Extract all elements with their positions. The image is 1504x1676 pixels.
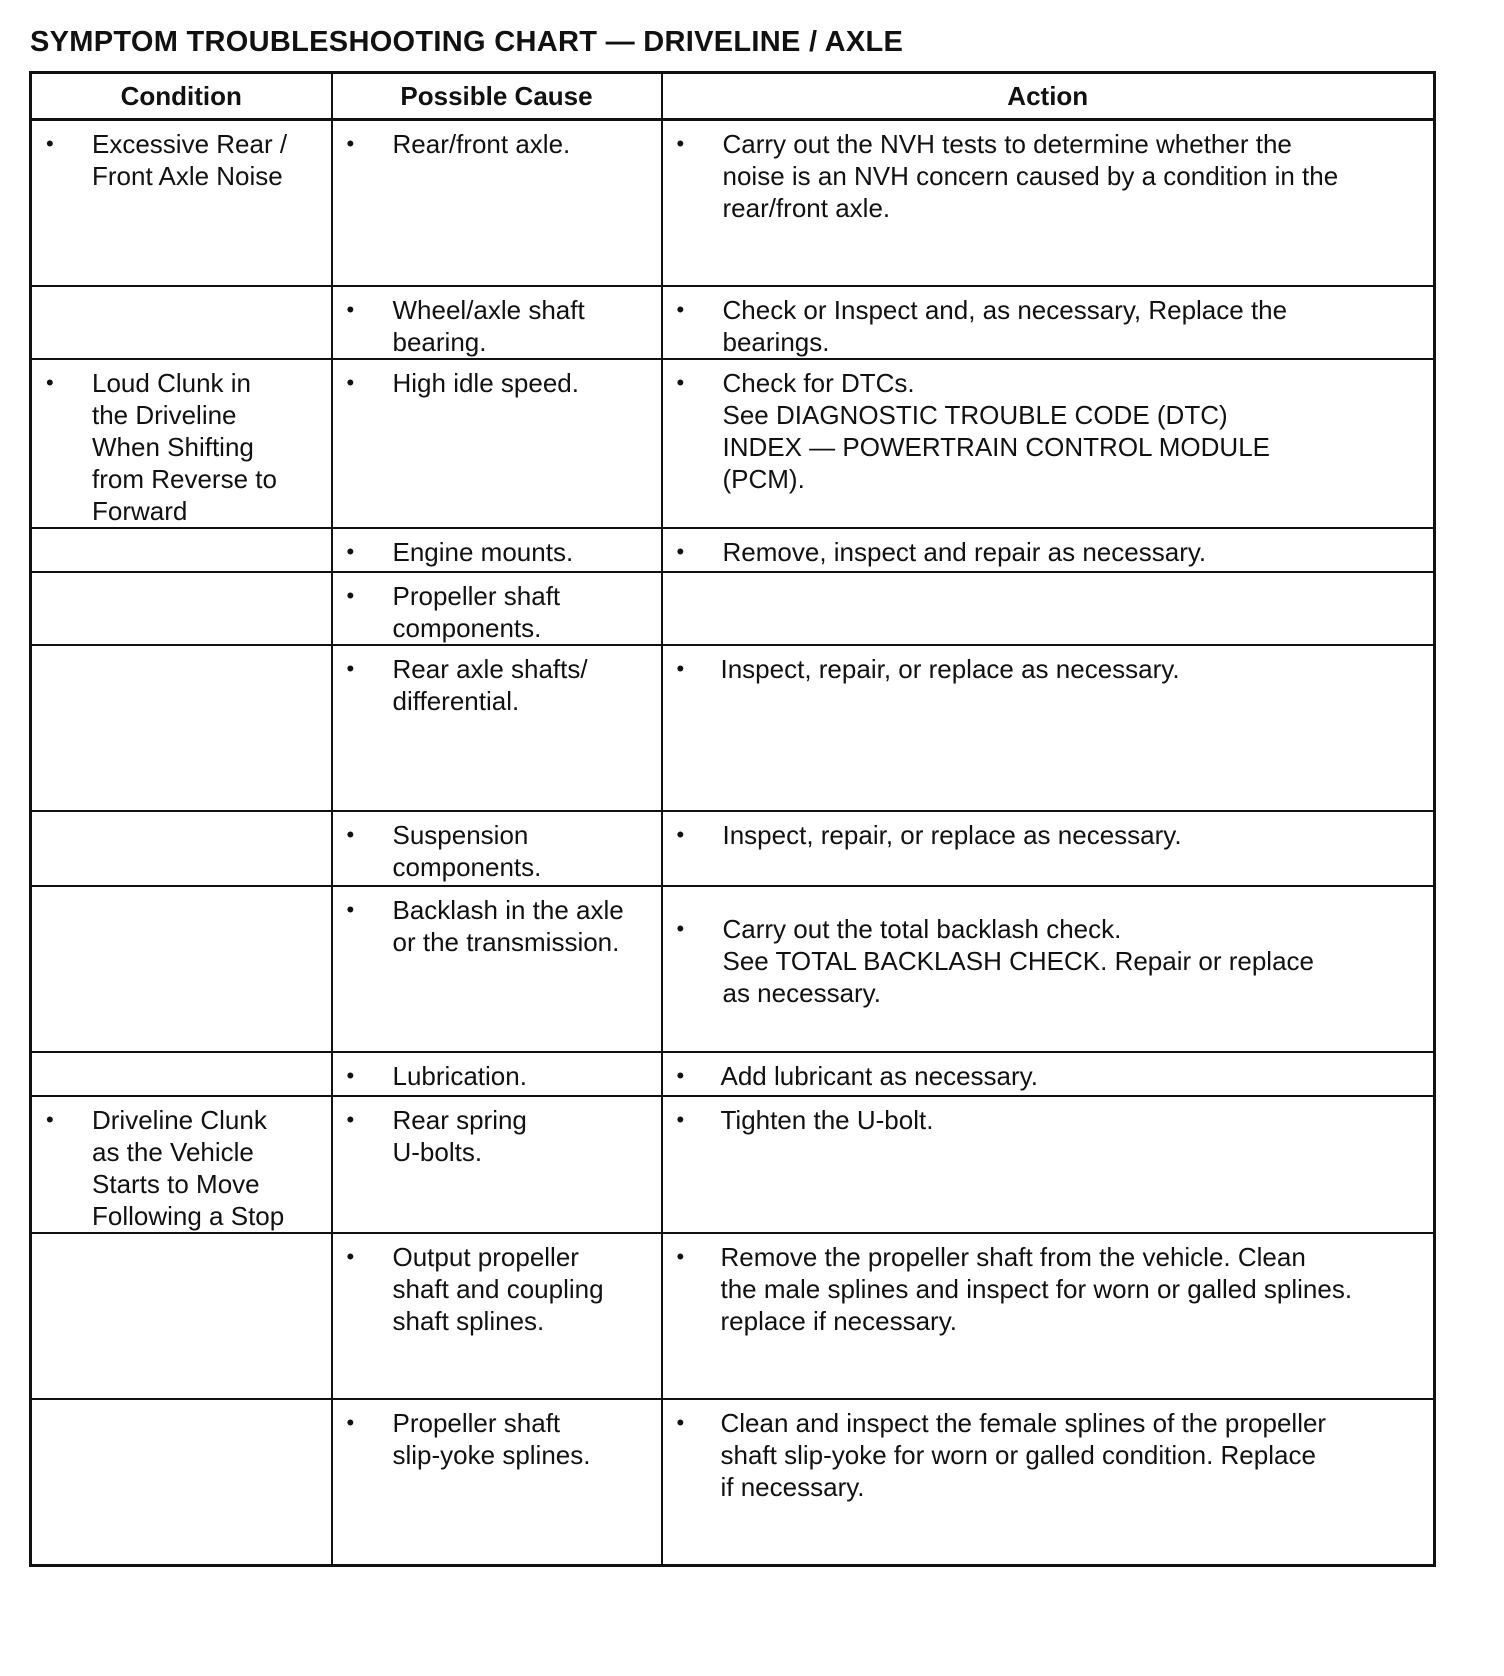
text-line: as the Vehicle <box>92 1136 254 1167</box>
action-cell <box>662 572 1435 645</box>
condition-text <box>32 121 331 192</box>
header-condition: Condition <box>31 73 332 120</box>
text-line: Loud Clunk in <box>92 367 251 398</box>
condition-text <box>32 360 331 527</box>
text-line: Backlash in the axle <box>392 894 624 925</box>
condition-cell <box>31 120 332 286</box>
table-row <box>31 528 1435 572</box>
action-text <box>663 1400 1434 1503</box>
cause-text <box>333 573 661 644</box>
condition-cell <box>31 1399 332 1566</box>
text-line: Forward <box>92 495 188 526</box>
text-line: bearings. <box>722 326 830 357</box>
possible-cause-cell <box>332 120 662 286</box>
text-line: Remove the propeller shaft from the vehicle. Clean <box>720 1241 1306 1272</box>
bullet-marker: • <box>346 1106 355 1132</box>
possible-cause-cell <box>332 1052 662 1096</box>
table-row <box>31 886 1435 1052</box>
bullet-marker: • <box>676 1062 685 1088</box>
bullet-marker: • <box>676 1409 685 1435</box>
text-line: Driveline Clunk <box>92 1104 267 1135</box>
condition-cell <box>31 359 332 528</box>
header-possible-cause: Possible Cause <box>332 73 662 120</box>
table-header-row <box>31 73 1435 120</box>
possible-cause-cell <box>332 286 662 359</box>
bullet-marker: • <box>676 1106 685 1132</box>
action-cell <box>662 359 1435 528</box>
bullet-marker: • <box>676 821 685 847</box>
cause-text <box>333 287 661 358</box>
bullet-marker: • <box>676 915 685 941</box>
bullet-marker: • <box>676 655 685 681</box>
text-line: Front Axle Noise <box>92 161 283 191</box>
text-line: Suspension <box>392 819 529 850</box>
condition-cell <box>31 1052 332 1096</box>
text-line: Excessive Rear / <box>92 129 288 159</box>
text-line: the Driveline <box>92 399 237 430</box>
text-line: Engine mounts. <box>392 536 574 567</box>
text-line: Check for DTCs. <box>722 367 915 398</box>
text-line: bearing. <box>392 326 487 357</box>
condition-cell <box>31 1233 332 1399</box>
possible-cause-cell <box>332 886 662 1052</box>
action-text <box>663 646 1434 685</box>
possible-cause-cell <box>332 1399 662 1566</box>
table-row <box>31 645 1435 811</box>
bullet-marker: • <box>346 582 355 608</box>
text-line: Following a Stop <box>92 1200 285 1231</box>
action-text <box>663 887 1434 1009</box>
text-line: Rear/front axle. <box>392 129 571 159</box>
possible-cause-cell <box>332 1233 662 1399</box>
bullet-marker: • <box>346 1062 355 1088</box>
text-line: shaft and coupling <box>392 1273 604 1304</box>
bullet-marker: • <box>676 131 685 156</box>
text-line: noise is an NVH concern caused by a condition in the <box>722 161 1339 191</box>
table-row <box>31 286 1435 359</box>
action-text <box>663 360 1434 495</box>
cause-text <box>333 887 661 958</box>
text-line: High idle speed. <box>392 367 579 398</box>
text-line: When Shifting <box>92 431 254 462</box>
bullet-marker: • <box>346 1243 355 1269</box>
bullet-marker: • <box>346 296 355 322</box>
action-text <box>663 121 1434 224</box>
condition-cell <box>31 286 332 359</box>
text-line: Add lubricant as necessary. <box>720 1060 1038 1091</box>
bullet-marker: • <box>346 131 355 156</box>
text-line: if necessary. <box>720 1471 865 1502</box>
action-cell <box>662 1052 1435 1096</box>
text-line: shaft splines. <box>392 1305 545 1336</box>
table-row <box>31 1052 1435 1096</box>
table-row <box>31 1096 1435 1233</box>
action-cell <box>662 811 1435 886</box>
text-line: Clean and inspect the female splines of the propeller <box>720 1407 1327 1438</box>
cause-text <box>333 360 661 399</box>
text-line: Carry out the total backlash check. <box>722 913 1122 944</box>
action-cell <box>662 120 1435 286</box>
text-line: Remove, inspect and repair as necessary. <box>722 536 1207 567</box>
action-cell <box>662 645 1435 811</box>
text-line: the male splines and inspect for worn or galled splines. <box>720 1273 1353 1304</box>
cause-text <box>333 1097 661 1168</box>
bullet-marker: • <box>346 655 355 681</box>
text-line: Propeller shaft <box>392 1407 561 1438</box>
condition-text <box>32 1097 331 1232</box>
bullet-marker: • <box>346 896 355 922</box>
action-cell <box>662 1096 1435 1233</box>
bullet-marker: • <box>676 538 685 564</box>
text-line: replace if necessary. <box>720 1305 958 1336</box>
text-line: Rear spring <box>392 1104 527 1135</box>
text-line: Rear axle shafts/ <box>392 653 588 684</box>
table-row <box>31 120 1435 286</box>
bullet-marker: • <box>46 1106 54 1132</box>
action-cell <box>662 528 1435 572</box>
table-row <box>31 811 1435 886</box>
action-cell <box>662 1233 1435 1399</box>
condition-cell <box>31 572 332 645</box>
bullet-marker: • <box>346 1409 355 1435</box>
action-cell <box>662 286 1435 359</box>
text-line: or the transmission. <box>392 926 620 957</box>
text-line: Starts to Move <box>92 1168 260 1199</box>
action-text <box>663 1234 1434 1337</box>
condition-cell <box>31 1096 332 1233</box>
table-row <box>31 1233 1435 1399</box>
bullet-marker: • <box>46 131 54 156</box>
page-title: SYMPTOM TROUBLESHOOTING CHART — DRIVELINE / AXLE <box>30 26 904 58</box>
text-line: Wheel/axle shaft <box>392 294 585 325</box>
cause-text <box>333 1400 661 1471</box>
condition-cell <box>31 886 332 1052</box>
troubleshooting-table <box>29 71 1436 1567</box>
possible-cause-cell <box>332 811 662 886</box>
cause-text <box>333 646 661 717</box>
text-line: (PCM). <box>722 463 805 494</box>
action-text <box>663 529 1434 568</box>
text-line: Lubrication. <box>392 1060 527 1091</box>
text-line: See DIAGNOSTIC TROUBLE CODE (DTC) <box>722 399 1228 430</box>
table-row <box>31 359 1435 528</box>
bullet-marker: • <box>676 1243 685 1269</box>
possible-cause-cell <box>332 572 662 645</box>
bullet-marker: • <box>346 369 355 395</box>
text-line: Propeller shaft <box>392 580 561 611</box>
action-text <box>663 1097 1434 1136</box>
action-text <box>663 287 1434 358</box>
bullet-marker: • <box>346 821 355 847</box>
text-line: Tighten the U-bolt. <box>720 1104 934 1135</box>
text-line: slip-yoke splines. <box>392 1439 591 1470</box>
possible-cause-cell <box>332 1096 662 1233</box>
text-line: Output propeller <box>392 1241 579 1272</box>
text-line: rear/front axle. <box>722 193 891 223</box>
possible-cause-cell <box>332 359 662 528</box>
text-line: from Reverse to <box>92 463 277 494</box>
action-text <box>663 1053 1434 1092</box>
table-body <box>31 120 1435 1566</box>
possible-cause-cell <box>332 645 662 811</box>
cause-text <box>333 1234 661 1337</box>
cause-text <box>333 1053 661 1092</box>
condition-cell <box>31 645 332 811</box>
text-line: U-bolts. <box>392 1136 483 1167</box>
condition-cell <box>31 811 332 886</box>
table-row <box>31 1399 1435 1566</box>
possible-cause-cell <box>332 528 662 572</box>
table-row <box>31 572 1435 645</box>
cause-text <box>333 529 661 568</box>
text-line: Check or Inspect and, as necessary, Replace the <box>722 294 1288 325</box>
bullet-marker: • <box>676 296 685 322</box>
text-line: Inspect, repair, or replace as necessary. <box>720 653 1180 684</box>
text-line: differential. <box>392 685 520 716</box>
action-text <box>663 812 1434 851</box>
text-line: See TOTAL BACKLASH CHECK. Repair or replace <box>722 945 1314 976</box>
text-line: components. <box>392 851 542 882</box>
text-line: Carry out the NVH tests to determine whether the <box>722 129 1292 159</box>
action-cell <box>662 886 1435 1052</box>
text-line: components. <box>392 612 542 643</box>
text-line: Inspect, repair, or replace as necessary. <box>722 819 1182 850</box>
cause-text <box>333 812 661 883</box>
bullet-marker: • <box>346 538 355 564</box>
text-line: shaft slip-yoke for worn or galled condition. Replace <box>720 1439 1316 1470</box>
text-line: as necessary. <box>722 977 881 1008</box>
cause-text <box>333 121 661 160</box>
condition-cell <box>31 528 332 572</box>
action-cell <box>662 1399 1435 1566</box>
bullet-marker: • <box>676 369 685 395</box>
text-line: INDEX — POWERTRAIN CONTROL MODULE <box>722 431 1270 462</box>
header-action: Action <box>662 73 1435 120</box>
bullet-marker: • <box>46 369 54 395</box>
